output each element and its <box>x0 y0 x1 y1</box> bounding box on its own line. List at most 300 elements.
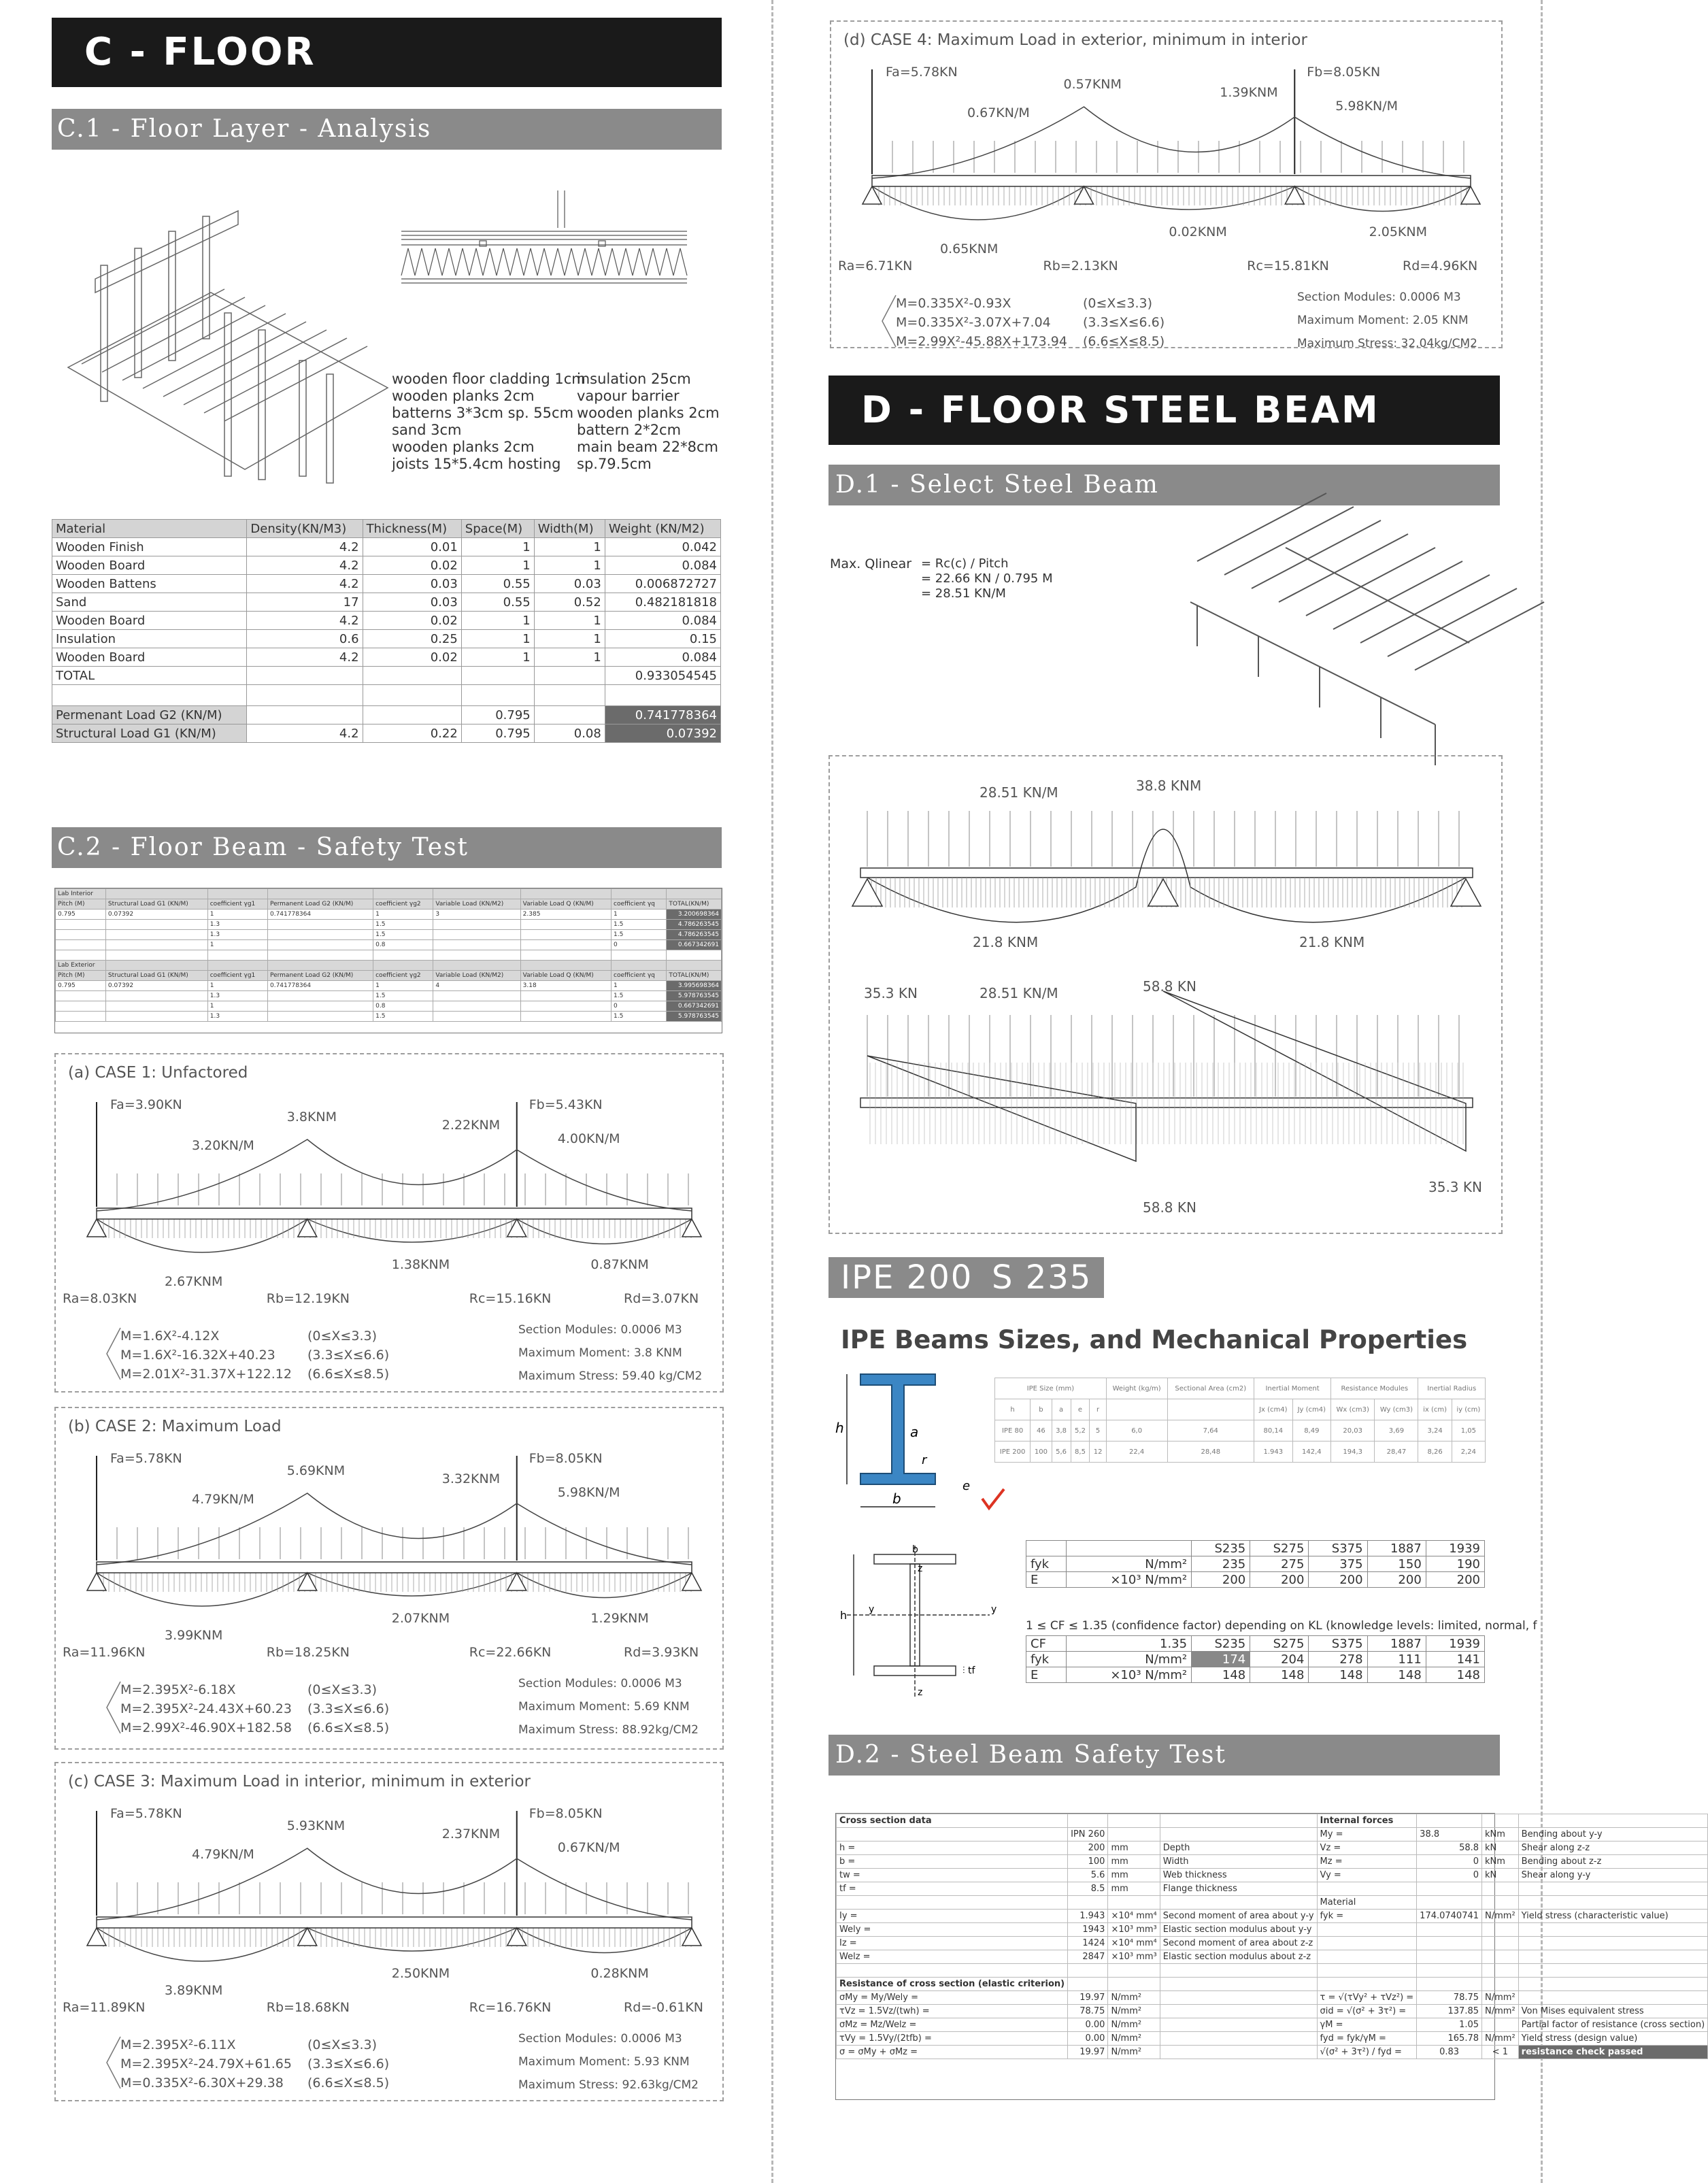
table-cell: 5 <box>1090 1420 1106 1442</box>
table-cell: Wooden Board <box>52 556 247 575</box>
case-title: (b) CASE 2: Maximum Load <box>68 1418 282 1435</box>
col-header: Density(KN/M3) <box>247 520 363 538</box>
table-cell <box>1518 1978 1707 1991</box>
reaction-ra: Ra=6.71KN <box>838 259 913 273</box>
layer-item: battern 2*2cm <box>577 422 682 438</box>
shear-left-label: 35.3 KN <box>864 985 918 1001</box>
layer-item: sp.79.5cm <box>577 456 652 472</box>
layer-item: insulation 25cm <box>577 371 691 387</box>
table-cell <box>1160 2018 1317 2032</box>
table-cell <box>1482 1950 1519 1964</box>
table-cell: 6,0 <box>1106 1420 1167 1442</box>
section-modules: Section Modules: 0.0006 M3 <box>1297 290 1461 304</box>
table-cell: 0.042 <box>605 538 720 556</box>
layer-list-right <box>577 371 720 473</box>
table-cell: 22,4 <box>1106 1442 1167 1463</box>
table-cell <box>1108 1814 1160 1828</box>
steel-joist <box>1252 520 1381 588</box>
table-cell: Wooden Board <box>52 648 247 667</box>
equation-range: (3.3≤X≤6.6) <box>307 2056 390 2071</box>
table-cell: coefficient γq <box>612 971 667 981</box>
moment-equation: M=0.335X²-3.07X+7.04 <box>896 315 1051 330</box>
table-cell: Von Mises equivalent stress <box>1518 2005 1707 2018</box>
table-cell <box>1108 1896 1160 1910</box>
reaction-ra: Ra=11.96KN <box>63 1645 146 1660</box>
table-cell: ×10³ N/mm² <box>1066 1667 1191 1683</box>
fb-label: Fb=5.43KN <box>529 1097 603 1112</box>
table-cell: 78.75 <box>1068 2005 1108 2018</box>
layer-item: wooden planks 2cm <box>577 405 720 421</box>
table-cell: Lab Exterior <box>56 961 106 971</box>
load-right-label: 5.98KN/M <box>557 1485 620 1500</box>
table-row <box>837 2032 1708 2046</box>
table-cell: fyd = fyk/γM = <box>1317 2032 1417 2046</box>
ipe-head: IPE Size (mm) <box>995 1378 1107 1399</box>
table-cell <box>1417 1978 1482 1991</box>
c2-title: C.2 - Floor Beam - Safety Test <box>52 827 722 868</box>
table-cell: kNm <box>1482 1855 1519 1869</box>
table-cell: 5.6 <box>1068 1869 1108 1882</box>
reaction-rc: Rc=15.16KN <box>469 1291 552 1306</box>
table-cell: 0.006872727 <box>605 575 720 593</box>
table-cell: coefficient γg1 <box>207 971 267 981</box>
table-cell: 1.943 <box>1254 1442 1293 1463</box>
table-cell: 5,6 <box>1052 1442 1071 1463</box>
table-cell: γM = <box>1317 2018 1417 2032</box>
max-moment: Maximum Moment: 2.05 KNM <box>1297 314 1469 327</box>
steel-joist <box>1224 507 1354 575</box>
table-cell: 0.02 <box>363 612 461 630</box>
table-cell <box>520 889 611 899</box>
table-cell: 1 <box>373 981 433 991</box>
beam <box>860 868 1473 878</box>
table-cell: Elastic section modulus about y-y <box>1160 1923 1317 1937</box>
table-cell: Wely = <box>837 1923 1068 1937</box>
table-cell <box>267 961 373 971</box>
table-cell <box>1417 1882 1482 1896</box>
g2-space: 0.795 <box>461 706 534 724</box>
moment-peak-label: 38.8 KNM <box>1136 778 1202 794</box>
table-cell: 204 <box>1250 1652 1309 1667</box>
table-cell: mm <box>1108 1882 1160 1896</box>
table-cell: 1.5 <box>612 920 667 930</box>
moment-curve-top <box>97 1493 692 1565</box>
ipe-head: Inertial Radius <box>1418 1378 1486 1399</box>
table-cell: 1 <box>373 910 433 920</box>
table-cell <box>433 940 520 950</box>
table-cell: Wooden Finish <box>52 538 247 556</box>
ipe-subheader: r <box>1090 1399 1106 1420</box>
table-cell: 4.786263545 <box>667 920 722 930</box>
table-cell <box>433 1001 520 1012</box>
equation-range: (0≤X≤3.3) <box>307 1682 377 1697</box>
g1-label: Structural Load G1 (KN/M) <box>52 724 247 743</box>
table-cell: Bending about y-y <box>1518 1828 1707 1842</box>
table-cell: √(σ² + 3τ²) / fyd = <box>1317 2046 1417 2059</box>
table-cell <box>267 889 373 899</box>
table-cell: 0.03 <box>363 575 461 593</box>
table-cell: 12 <box>1090 1442 1106 1463</box>
table-cell: 0.55 <box>461 593 534 612</box>
table-cell <box>105 920 207 930</box>
table-cell: Welz = <box>837 1950 1068 1964</box>
layer-item: wooden planks 2cm <box>392 439 535 455</box>
support-icon <box>682 1219 701 1237</box>
moment-peak-label: 3.8KNM <box>286 1110 337 1124</box>
table-cell: 8,5 <box>1071 1442 1090 1463</box>
moment-peak-label: 2.37KNM <box>441 1827 501 1842</box>
steel-main-beam <box>1286 548 1469 643</box>
table-cell <box>105 1012 207 1022</box>
table-cell: 0.52 <box>534 593 605 612</box>
table-cell <box>520 1001 611 1012</box>
table-cell: 3,8 <box>1052 1420 1071 1442</box>
table-cell: Yield stress (characteristic value) <box>1518 1910 1707 1923</box>
g2-label: Permenant Load G2 (KN/M) <box>52 706 247 724</box>
table-cell: Iy = <box>837 1910 1068 1923</box>
table-row <box>837 2018 1708 2032</box>
table-cell: 28,47 <box>1375 1442 1418 1463</box>
table-cell <box>612 961 667 971</box>
table-cell <box>1518 1814 1707 1828</box>
table-cell: 174.0740741 <box>1417 1910 1482 1923</box>
table-cell: S375 <box>1309 1636 1367 1652</box>
table-cell <box>1068 1964 1108 1978</box>
moment-span-label: 0.02KNM <box>1169 224 1227 239</box>
svg-text:z: z <box>918 1563 923 1574</box>
shear-load-label: 28.51 KN/M <box>979 985 1058 1001</box>
table-cell: 0.02 <box>363 556 461 575</box>
moment-equation: M=2.99X²-45.88X+173.94 <box>896 334 1067 349</box>
equation-range: (6.6≤X≤8.5) <box>1083 334 1165 349</box>
table-cell: 1.3 <box>207 920 267 930</box>
table-cell <box>1026 1541 1067 1556</box>
table-cell: Web thickness <box>1160 1869 1317 1882</box>
table-row <box>1026 1541 1485 1556</box>
moment-equation: M=2.395X²-24.79X+61.65 <box>120 2056 292 2071</box>
table-cell: 1887 <box>1367 1541 1426 1556</box>
fa-label: Fa=5.78KN <box>110 1806 182 1821</box>
moment-load-label: 28.51 KN/M <box>979 784 1058 801</box>
table-cell <box>433 1012 520 1022</box>
steel-design-table <box>1026 1635 1485 1683</box>
steel-grade-table <box>1026 1540 1485 1588</box>
table-row <box>837 1814 1708 1828</box>
table-cell <box>1317 1882 1417 1896</box>
reaction-ra: Ra=8.03KN <box>63 1291 137 1306</box>
svg-text:a: a <box>910 1424 919 1440</box>
table-cell: τVz = 1.5Vz/(twh) = <box>837 2005 1068 2018</box>
material-rows <box>52 538 721 667</box>
table-cell <box>1417 1950 1482 1964</box>
table-cell: 19.97 <box>1068 1991 1108 2005</box>
steel-joist <box>1360 575 1490 643</box>
table-cell: 0.084 <box>605 648 720 667</box>
table-cell: 1.5 <box>373 930 433 940</box>
g1-thickness: 0.22 <box>363 724 461 743</box>
table-cell <box>1068 1814 1108 1828</box>
table-row <box>56 899 722 910</box>
table-cell <box>1482 1896 1519 1910</box>
table-cell: Vy = <box>1317 1869 1417 1882</box>
table-cell: N/mm² <box>1108 1991 1160 2005</box>
table-cell: 0.667342691 <box>667 940 722 950</box>
table-cell: 58.8 <box>1417 1842 1482 1855</box>
table-cell: 0.741778364 <box>267 981 373 991</box>
table-cell: 0.795 <box>56 910 106 920</box>
table-cell: σ = σMy + σMz = <box>837 2046 1068 2059</box>
section-modules: Section Modules: 0.0006 M3 <box>518 1323 682 1337</box>
table-cell: 5.978763545 <box>667 991 722 1001</box>
table-cell: 1939 <box>1426 1636 1484 1652</box>
layer-item: main beam 22*8cm <box>577 439 718 455</box>
ipe-subheader: Wx (cm3) <box>1331 1399 1375 1420</box>
table-cell: S235 <box>1192 1541 1250 1556</box>
table-cell: N/mm² <box>1482 1910 1519 1923</box>
table-cell: coefficient γq <box>612 899 667 910</box>
moment-curve-bottom <box>97 1219 692 1252</box>
ipe-subheader: b <box>1031 1399 1052 1420</box>
table-cell: 1 <box>461 612 534 630</box>
table-cell: σid = √(σ² + 3τ²) = <box>1317 2005 1417 2018</box>
case-title: (d) CASE 4: Maximum Load in exterior, minimum in interior <box>843 31 1307 49</box>
table-cell: 0.07392 <box>105 910 207 920</box>
table-cell <box>1160 2005 1317 2018</box>
moment-equation: M=0.335X²-6.30X+29.38 <box>120 2076 284 2090</box>
table-cell: 0 <box>1417 1869 1482 1882</box>
table-row <box>837 1991 1708 2005</box>
moment-equation: M=1.6X²-16.32X+40.23 <box>120 1348 275 1363</box>
table-cell: 80,14 <box>1254 1420 1293 1442</box>
moment-span-label: 0.65KNM <box>940 241 999 256</box>
table-cell: 8,26 <box>1418 1442 1452 1463</box>
shear-block <box>867 1056 1136 1161</box>
moment-peak-label: 1.39KNM <box>1220 85 1278 100</box>
table-cell: 142,4 <box>1292 1442 1331 1463</box>
table-row <box>837 1869 1708 1882</box>
table-row <box>1026 1667 1485 1683</box>
table-cell: mm <box>1108 1842 1160 1855</box>
table-cell: 1 <box>461 538 534 556</box>
table-cell: 0.03 <box>534 575 605 593</box>
table-cell <box>105 940 207 950</box>
moment-peak-label: 2.22KNM <box>441 1118 501 1133</box>
col-header: Material <box>52 520 247 538</box>
table-cell: 1 <box>534 556 605 575</box>
table-cell: 1 <box>612 981 667 991</box>
table-cell: Variable Load Q (KN/M) <box>520 899 611 910</box>
table-cell <box>56 920 106 930</box>
moment-span-label: 3.99KNM <box>165 1628 223 1643</box>
table-cell: Flange thickness <box>1160 1882 1317 1896</box>
table-cell: N/mm² <box>1108 2005 1160 2018</box>
cf-note: 1 ≤ CF ≤ 1.35 (confidence factor) depending on KL (knowledge levels: limited, normal, f <box>1026 1619 1537 1633</box>
case-3-panel <box>54 1762 724 2101</box>
table-cell: Sand <box>52 593 247 612</box>
table-row <box>837 1828 1708 1842</box>
table-row <box>56 950 722 961</box>
joist-line <box>163 322 306 397</box>
table-cell: Pitch (M) <box>56 971 106 981</box>
table-cell: 8,49 <box>1292 1420 1331 1442</box>
table-cell: Mz = <box>1317 1855 1417 1869</box>
table-cell: 1.35 <box>1066 1636 1191 1652</box>
table-cell: 1.3 <box>207 991 267 1001</box>
steel-joist <box>1333 561 1462 629</box>
table-cell <box>1160 1964 1317 1978</box>
table-cell: 0.03 <box>363 593 461 612</box>
table-cell: 1943 <box>1068 1923 1108 1937</box>
table-cell: S275 <box>1250 1541 1309 1556</box>
table-cell: 0.00 <box>1068 2018 1108 2032</box>
table-row <box>837 1937 1708 1950</box>
table-cell: Lab Interior <box>56 889 106 899</box>
beam-case-diagram <box>56 1054 722 1394</box>
table-cell: 1 <box>534 648 605 667</box>
table-cell <box>1317 1964 1417 1978</box>
table-row <box>56 1012 722 1022</box>
table-row <box>56 991 722 1001</box>
load-right-label: 4.00KN/M <box>557 1131 620 1146</box>
table-row <box>1026 1652 1485 1667</box>
table-cell: < 1 <box>1482 2046 1519 2059</box>
equation-brace <box>107 1682 120 1733</box>
col-header: Space(M) <box>461 520 534 538</box>
table-cell: 148 <box>1309 1667 1367 1683</box>
table-row <box>56 910 722 920</box>
table-cell: TOTAL(KN/M) <box>667 971 722 981</box>
table-cell: σMz = Mz/Welz = <box>837 2018 1068 2032</box>
support-icon <box>682 1573 701 1590</box>
table-cell <box>267 1001 373 1012</box>
table-cell: 46 <box>1031 1420 1052 1442</box>
table-cell: 278 <box>1309 1652 1367 1667</box>
layer-item: wooden planks 2cm <box>392 388 535 404</box>
table-cell <box>207 889 267 899</box>
table-cell: Partial factor of resistance (cross section) <box>1518 2018 1707 2032</box>
table-cell <box>56 1001 106 1012</box>
table-row <box>1026 1572 1485 1588</box>
qlinear-line: = 28.51 KN/M <box>921 586 1006 601</box>
table-cell: Resistance of cross section (elastic criterion) <box>837 1978 1068 1991</box>
moment-span-label: 2.50KNM <box>391 1966 450 1981</box>
table-cell: 148 <box>1426 1667 1484 1683</box>
fb-label: Fb=8.05KN <box>529 1451 603 1466</box>
table-cell: 0.667342691 <box>667 1001 722 1012</box>
table-cell <box>612 889 667 899</box>
table-cell: Second moment of area about z-z <box>1160 1937 1317 1950</box>
ipe-head: Inertial Moment <box>1254 1378 1331 1399</box>
table-cell: 0.55 <box>461 575 534 593</box>
fb-label: Fb=8.05KN <box>1307 65 1381 80</box>
equation-range: (0≤X≤3.3) <box>1083 296 1152 311</box>
table-cell <box>56 940 106 950</box>
max-stress: Maximum Stress: 92.63kg/CM2 <box>518 2078 699 2092</box>
table-row <box>837 1964 1708 1978</box>
table-cell <box>837 1896 1068 1910</box>
layer-list-left <box>392 371 586 473</box>
table-row <box>52 556 721 575</box>
equation-range: (6.6≤X≤8.5) <box>307 1720 390 1735</box>
layer-item: batterns 3*3cm sp. 55cm <box>392 405 574 421</box>
table-cell: 0.00 <box>1068 2032 1108 2046</box>
section-d-title: D - FLOOR STEEL BEAM <box>828 376 1500 445</box>
table-cell: 0.07392 <box>105 981 207 991</box>
table-cell <box>1108 1964 1160 1978</box>
table-cell <box>667 961 722 971</box>
table-cell: 1 <box>207 910 267 920</box>
table-cell: 200 <box>1192 1572 1250 1588</box>
moment-equation: M=2.395X²-24.43X+60.23 <box>120 1701 292 1716</box>
table-cell: 3.995698364 <box>667 981 722 991</box>
table-cell: Width <box>1160 1855 1317 1869</box>
table-row <box>1026 1556 1485 1572</box>
fb-label: Fb=8.05KN <box>529 1806 603 1821</box>
table-cell: 4.2 <box>247 575 363 593</box>
moment-span-label: 0.28KNM <box>590 1966 649 1981</box>
steel-main-beam <box>1190 602 1435 724</box>
ipe-subheader <box>1167 1399 1254 1420</box>
table-cell <box>1518 1896 1707 1910</box>
table-cell <box>56 991 106 1001</box>
table-row <box>56 971 722 981</box>
layer-item: joists 15*5.4cm hosting <box>392 456 561 472</box>
table-cell: 200 <box>1426 1572 1484 1588</box>
table-cell <box>520 950 611 961</box>
joist-line <box>224 346 367 421</box>
moment-curve-bottom <box>97 1573 692 1606</box>
grade-tag: S 235 <box>979 1257 1104 1298</box>
table-cell: 3,24 <box>1418 1420 1452 1442</box>
table-cell: 8.5 <box>1068 1882 1108 1896</box>
table-cell: IPE 80 <box>995 1420 1031 1442</box>
moment-span-label: 1.38KNM <box>391 1257 450 1272</box>
table-cell: S375 <box>1309 1541 1367 1556</box>
table-cell <box>1160 1978 1317 1991</box>
table-cell <box>520 991 611 1001</box>
table-cell <box>667 889 722 899</box>
table-cell: E <box>1026 1667 1067 1683</box>
svg-text:b: b <box>912 1544 918 1555</box>
table-cell <box>267 930 373 940</box>
table-cell: 0 <box>612 1001 667 1012</box>
table-cell: N/mm² <box>1108 2018 1160 2032</box>
case-title: (a) CASE 1: Unfactored <box>68 1064 248 1082</box>
equation-brace <box>107 1328 120 1380</box>
support-icon <box>682 1928 701 1946</box>
table-cell <box>1417 1937 1482 1950</box>
table-cell: ×10⁴ mm⁴ <box>1108 1910 1160 1923</box>
table-cell <box>105 1001 207 1012</box>
table-cell <box>1108 1828 1160 1842</box>
table-cell: 78.75 <box>1417 1991 1482 2005</box>
table-cell: 1424 <box>1068 1937 1108 1950</box>
joist-line <box>143 314 286 388</box>
table-cell <box>1482 2018 1519 2032</box>
equation-brace <box>882 295 896 347</box>
svg-text:h: h <box>835 1420 844 1436</box>
beam <box>872 176 1471 186</box>
table-cell: 194,3 <box>1331 1442 1375 1463</box>
table-cell: 1.5 <box>373 991 433 1001</box>
table-row <box>52 630 721 648</box>
table-cell: 1 <box>461 630 534 648</box>
table-cell <box>837 1828 1068 1842</box>
total-value: 0.933054545 <box>605 667 720 685</box>
svg-text:y: y <box>869 1604 875 1615</box>
load-left-label: 0.67KN/M <box>967 105 1030 120</box>
reaction-rb: Rb=2.13KN <box>1043 259 1118 273</box>
